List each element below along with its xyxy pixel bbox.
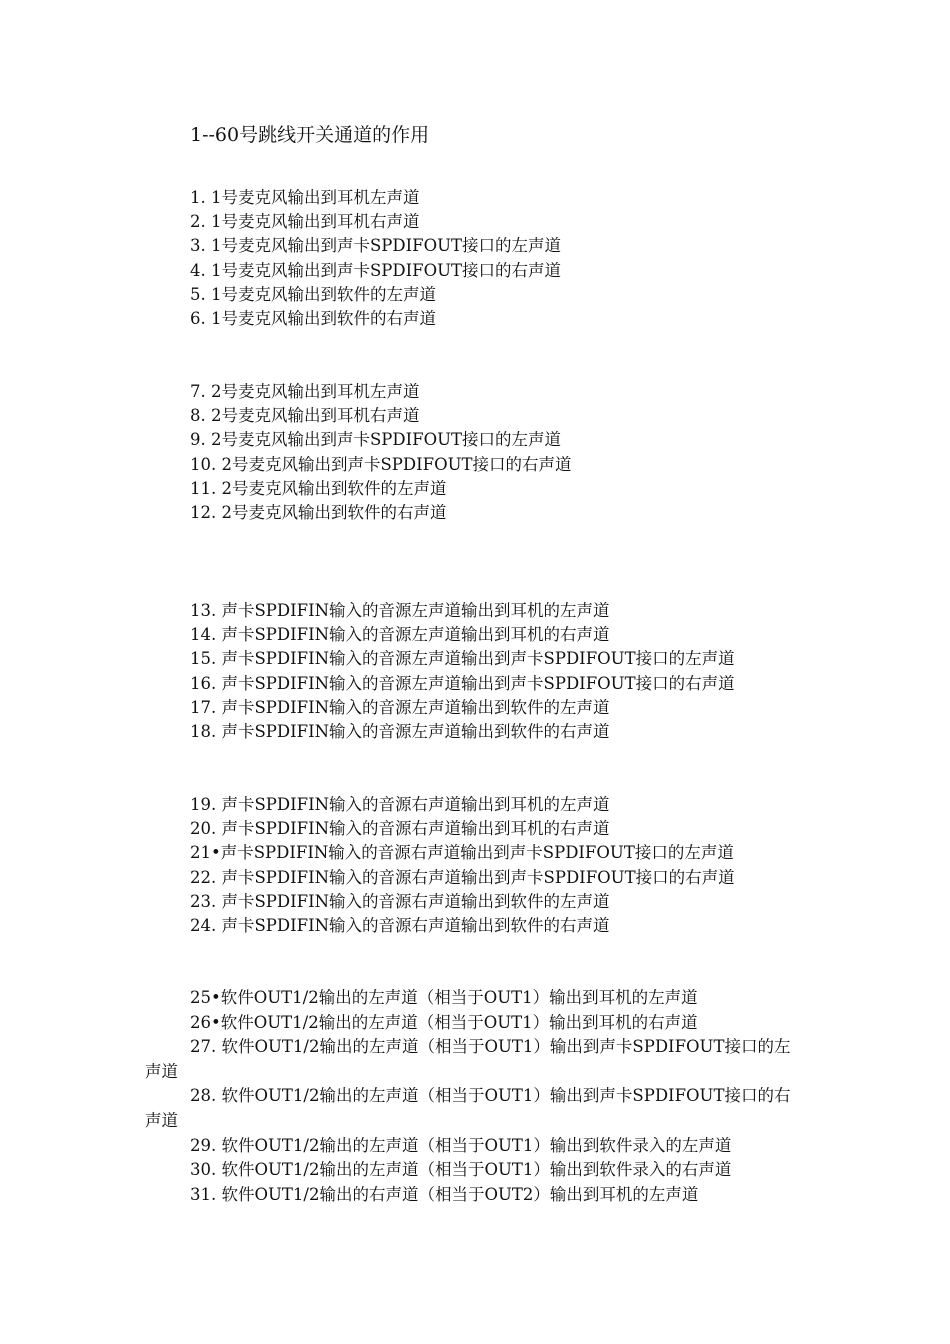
list-item: 19. 声卡SPDIFIN输入的音源右声道输出到耳机的左声道 <box>190 795 610 814</box>
list-group-mic2 <box>190 380 572 525</box>
list-item: 8. 2号麦克风输出到耳机右声道 <box>190 406 420 426</box>
list-item: 27. 软件OUT1/2输出的左声道（相当于OUT1）输出到声卡SPDIFOUT接口的左声道 <box>145 1037 791 1081</box>
list-item: 14. 声卡SPDIFIN输入的音源左声道输出到耳机的右声道 <box>190 625 610 645</box>
list-group-spdifin-left <box>190 599 735 744</box>
list-item: 25•软件OUT1/2输出的左声道（相当于OUT1）输出到耳机的左声道 <box>190 988 698 1007</box>
list-item: 22. 声卡SPDIFIN输入的音源右声道输出到声卡SPDIFOUT接口的右声道 <box>190 867 735 887</box>
list-item: 29. 软件OUT1/2输出的左声道（相当于OUT1）输出到软件录入的左声道 <box>190 1135 732 1155</box>
list-item: 13. 声卡SPDIFIN输入的音源左声道输出到耳机的左声道 <box>190 601 610 620</box>
list-item: 21•声卡SPDIFIN输入的音源右声道输出到声卡SPDIFOUT接口的左声道 <box>190 843 734 863</box>
list-item: 31. 软件OUT1/2输出的右声道（相当于OUT2）输出到耳机的左声道 <box>190 1184 699 1204</box>
list-item: 3. 1号麦克风输出到声卡SPDIFOUT接口的左声道 <box>190 236 562 256</box>
list-item: 16. 声卡SPDIFIN输入的音源左声道输出到声卡SPDIFOUT接口的右声道 <box>190 673 735 693</box>
list-item: 26•软件OUT1/2输出的左声道（相当于OUT1）输出到耳机的右声道 <box>190 1012 698 1032</box>
list-item: 23. 声卡SPDIFIN输入的音源右声道输出到软件的左声道 <box>190 891 610 911</box>
list-item: 5. 1号麦克风输出到软件的左声道 <box>190 284 436 304</box>
list-item: 24. 声卡SPDIFIN输入的音源右声道输出到软件的右声道 <box>190 916 610 936</box>
list-item: 4. 1号麦克风输出到声卡SPDIFOUT接口的右声道 <box>190 260 562 280</box>
list-item: 10. 2号麦克风输出到声卡SPDIFOUT接口的右声道 <box>190 454 572 474</box>
list-item: 1. 1号麦克风输出到耳机左声道 <box>190 188 420 207</box>
document-title: 1--60号跳线开关通道的作用 <box>190 124 430 146</box>
list-item: 2. 1号麦克风输出到耳机右声道 <box>190 212 420 232</box>
list-item: 28. 软件OUT1/2输出的左声道（相当于OUT1）输出到声卡SPDIFOUT接口的右声道 <box>145 1086 791 1130</box>
list-item: 6. 1号麦克风输出到软件的右声道 <box>190 309 436 329</box>
list-item: 12. 2号麦克风输出到软件的右声道 <box>190 503 447 523</box>
list-item: 20. 声卡SPDIFIN输入的音源右声道输出到耳机的右声道 <box>190 819 610 839</box>
list-group-spdifin-right <box>190 793 735 938</box>
list-item: 9. 2号麦克风输出到声卡SPDIFOUT接口的左声道 <box>190 430 562 450</box>
list-item: 30. 软件OUT1/2输出的左声道（相当于OUT1）输出到软件录入的右声道 <box>190 1160 732 1180</box>
list-group-software-out <box>145 986 815 1207</box>
list-item: 18. 声卡SPDIFIN输入的音源左声道输出到软件的右声道 <box>190 722 610 742</box>
list-item: 11. 2号麦克风输出到软件的左声道 <box>190 478 447 498</box>
list-item: 17. 声卡SPDIFIN输入的音源左声道输出到软件的左声道 <box>190 697 610 717</box>
list-group-mic1 <box>190 186 561 331</box>
list-item: 7. 2号麦克风输出到耳机左声道 <box>190 382 420 401</box>
list-item: 15. 声卡SPDIFIN输入的音源左声道输出到声卡SPDIFOUT接口的左声道 <box>190 649 735 669</box>
